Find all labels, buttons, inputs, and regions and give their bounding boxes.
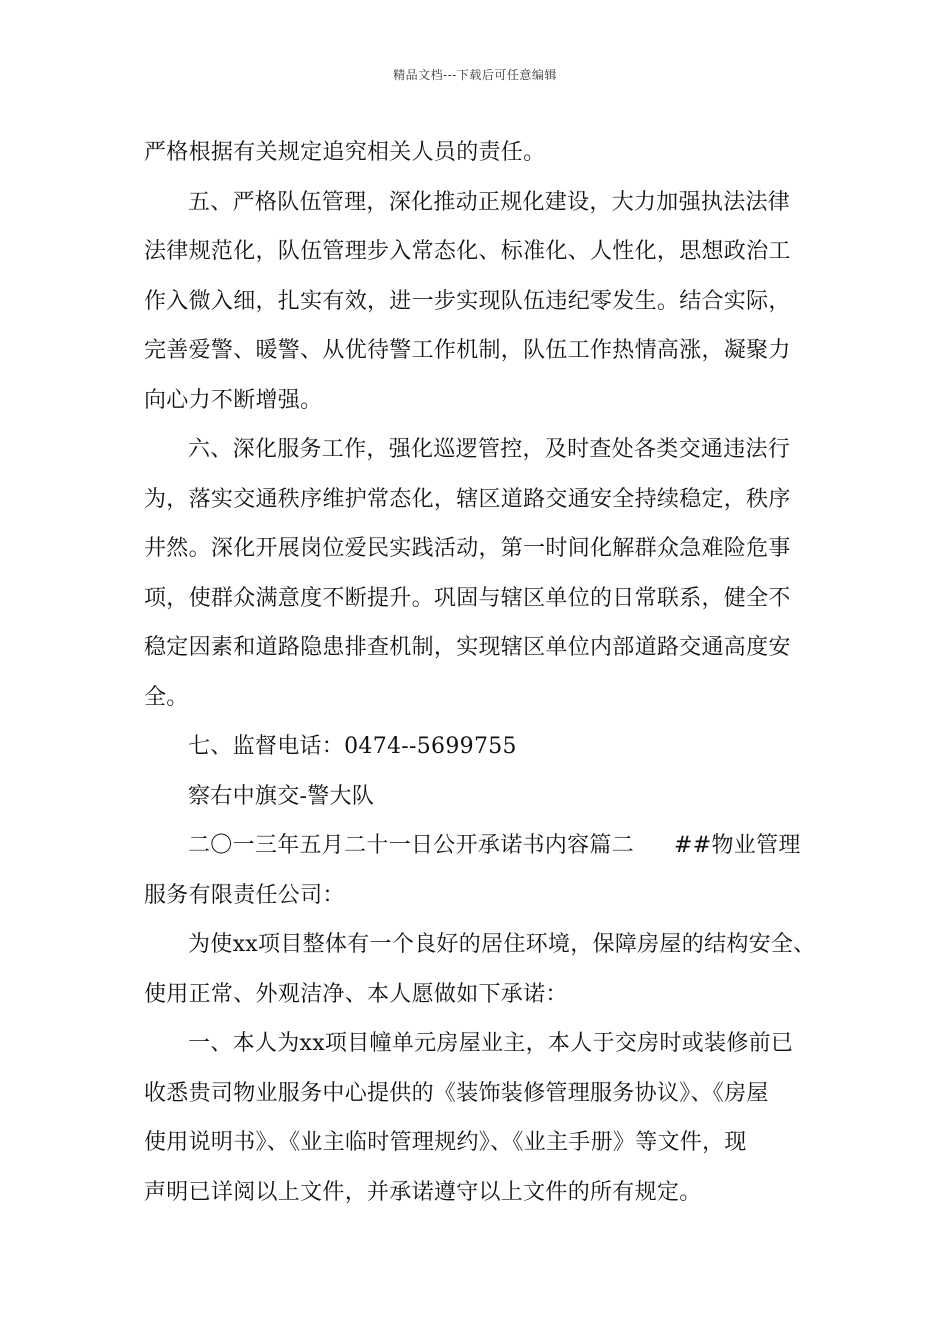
line-segment: ##物业管理 (674, 833, 801, 858)
paragraph-line: 法律规范化，队伍管理步入常态化、标准化、人性化，思想政治工 (144, 239, 791, 264)
paragraph-line: 井然。深化开展岗位爱民实践活动，第一时间化解群众急难险危事 (144, 536, 791, 561)
paragraph-line: 七、监督电话：0474--5699755 (188, 734, 517, 759)
paragraph-line: 声明已详阅以上文件，并承诺遵守以上文件的所有规定。 (144, 1179, 702, 1205)
paragraph-line: 五、严格队伍管理，深化推动正规化建设，大力加强执法法律 (188, 189, 791, 215)
paragraph-line: 项，使群众满意度不断提升。巩固与辖区单位的日常联系，健全不 (144, 585, 791, 611)
paragraph-line: 为，落实交通秩序维护常态化，辖区道路交通安全持续稳定，秩序 (144, 486, 791, 512)
document-body (144, 128, 824, 1217)
paragraph-line: 一、本人为xx项目幢单元房屋业主，本人于交房时或装修前已 (188, 1031, 794, 1056)
paragraph-line: 六、深化服务工作，强化巡逻管控，及时查处各类交通违法行 (188, 437, 791, 462)
paragraph-line: 使用正常、外观洁净、本人愿做如下承诺： (144, 981, 568, 1007)
line-segment: 二〇一三年五月二十一日公开承诺书内容篇二 (188, 833, 635, 858)
page-header: 精品文档---下载后可任意编辑 (393, 68, 557, 82)
paragraph-line: 向心力不断增强。 (144, 387, 323, 413)
paragraph-line: 收悉贵司物业服务中心提供的《装饰装修管理服务协议》、《房屋 (144, 1080, 769, 1106)
paragraph-line: 察右中旗交-警大队 (188, 783, 375, 809)
paragraph-line: 稳定因素和道路隐患排查机制，实现辖区单位内部道路交通高度安 (144, 635, 791, 660)
paragraph-line (144, 821, 824, 871)
paragraph-line: 完善爱警、暖警、从优待警工作机制，队伍工作热情高涨，凝聚力 (144, 338, 791, 363)
paragraph-line: 为使xx项目整体有一个良好的居住环境，保障房屋的结构安全、 (188, 932, 816, 957)
paragraph-line: 服务有限责任公司： (144, 882, 345, 908)
paragraph-line: 全。 (144, 684, 189, 710)
paragraph-line: 使用说明书》、《业主临时管理规约》、《业主手册》等文件，现 (144, 1130, 747, 1155)
paragraph-line: 作入微入细，扎实有效，进一步实现队伍违纪零发生。结合实际， (144, 288, 791, 314)
paragraph-line: 严格根据有关规定追究相关人员的责任。 (144, 140, 546, 165)
